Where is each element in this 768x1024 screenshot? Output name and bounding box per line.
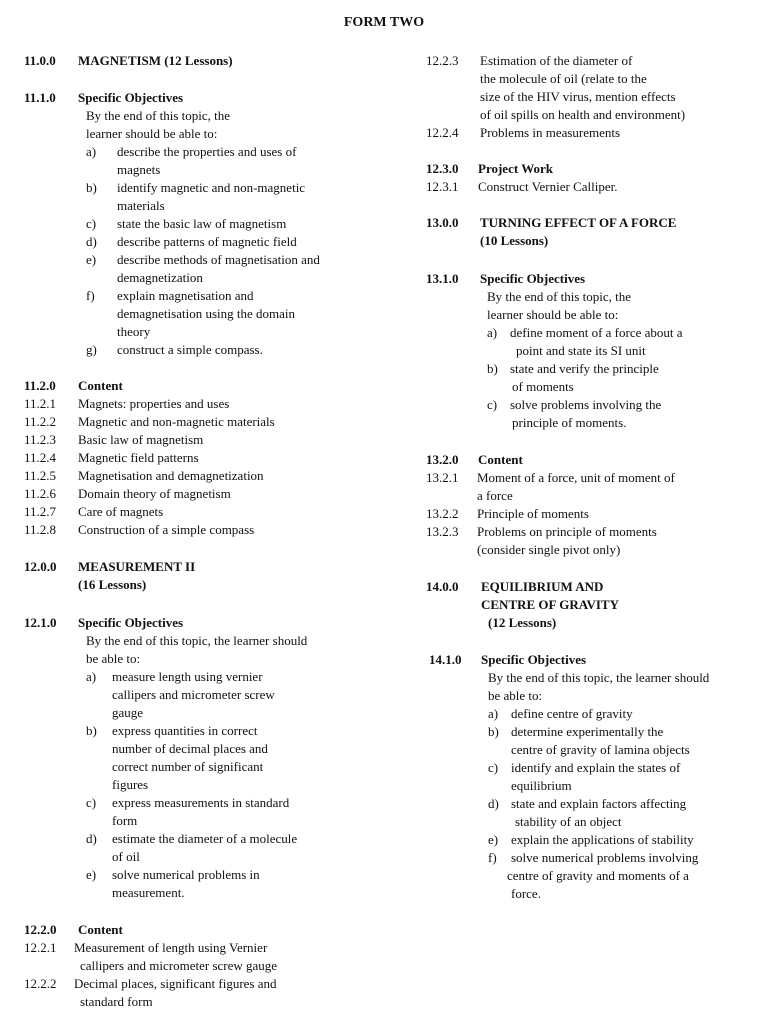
item-text: describe patterns of magnetic field bbox=[117, 234, 297, 249]
item-text: Domain theory of magnetism bbox=[78, 486, 231, 501]
item-text: of oil spills on health and environment) bbox=[480, 107, 686, 122]
item-text: force. bbox=[511, 886, 541, 901]
section-title: Specific Objectives bbox=[78, 615, 184, 630]
intro-line: learner should be able to: bbox=[86, 126, 218, 141]
item-text: Principle of moments bbox=[477, 506, 589, 521]
section-number: 12.0.0 bbox=[24, 559, 57, 574]
item-text: callipers and micrometer screw bbox=[112, 687, 275, 702]
item-text: standard form bbox=[80, 994, 153, 1009]
item-text: Care of magnets bbox=[78, 504, 164, 519]
item-number: 11.2.6 bbox=[24, 486, 57, 501]
intro-line: By the end of this topic, the bbox=[487, 289, 632, 304]
item-number: 11.2.3 bbox=[24, 432, 57, 447]
item-text: size of the HIV virus, mention effects bbox=[480, 89, 676, 104]
item-text: express measurements in standard bbox=[112, 795, 290, 810]
section-title: Content bbox=[78, 922, 123, 937]
section-title: Project Work bbox=[478, 161, 553, 176]
section-heading-turning-effect bbox=[426, 214, 766, 248]
item-marker: b) bbox=[487, 361, 498, 376]
intro-line: By the end of this topic, the bbox=[86, 108, 231, 123]
section-title: Content bbox=[478, 452, 523, 467]
item-text: solve problems involving the bbox=[510, 397, 662, 412]
item-text: determine experimentally the bbox=[511, 724, 664, 739]
item-text: identify and explain the states of bbox=[511, 760, 681, 775]
section-title: EQUILIBRIUM AND bbox=[481, 579, 604, 594]
section-objectives-equilibrium bbox=[426, 651, 766, 901]
item-text: define moment of a force about a bbox=[510, 325, 683, 340]
item-text: centre of gravity and moments of a bbox=[507, 868, 689, 883]
item-text: explain magnetisation and bbox=[117, 288, 254, 303]
item-text: stability of an object bbox=[515, 814, 622, 829]
item-text: state and explain factors affecting bbox=[511, 796, 687, 811]
item-text: equilibrium bbox=[511, 778, 572, 793]
item-text: describe the properties and uses of bbox=[117, 144, 297, 159]
item-text: Problems in measurements bbox=[480, 125, 621, 140]
section-number: 11.2.0 bbox=[24, 378, 56, 393]
section-number: 14.0.0 bbox=[426, 579, 459, 594]
item-text: Estimation of the diameter of bbox=[480, 53, 633, 68]
item-text: correct number of significant bbox=[112, 759, 264, 774]
item-marker: f) bbox=[86, 288, 95, 303]
item-number: 11.2.7 bbox=[24, 504, 57, 519]
item-text: magnets bbox=[117, 162, 161, 177]
item-marker: a) bbox=[86, 144, 97, 159]
item-text: form bbox=[112, 813, 138, 828]
item-text: Construct Vernier Calliper. bbox=[478, 179, 618, 194]
item-text: Magnetic and non-magnetic materials bbox=[78, 414, 275, 429]
item-text: describe methods of magnetisation and bbox=[117, 252, 320, 267]
section-number: 12.2.0 bbox=[24, 922, 57, 937]
item-text: centre of gravity of lamina objects bbox=[511, 742, 690, 757]
item-text: point and state its SI unit bbox=[516, 343, 646, 358]
item-marker: c) bbox=[86, 795, 97, 810]
item-marker: c) bbox=[86, 216, 97, 231]
item-number: 13.2.3 bbox=[426, 524, 459, 539]
intro-line: be able to: bbox=[86, 651, 141, 666]
item-text: callipers and micrometer screw gauge bbox=[80, 958, 278, 973]
item-text: principle of moments. bbox=[512, 415, 627, 430]
item-number: 12.2.4 bbox=[426, 125, 459, 140]
section-title: TURNING EFFECT OF A FORCE bbox=[480, 215, 677, 230]
section-number: 13.2.0 bbox=[426, 452, 459, 467]
item-text: explain the applications of stability bbox=[511, 832, 694, 847]
item-text: Magnetic field patterns bbox=[78, 450, 199, 465]
item-marker: a) bbox=[488, 706, 499, 721]
item-text: theory bbox=[117, 324, 151, 339]
item-number: 12.2.3 bbox=[426, 53, 459, 68]
item-text: Basic law of magnetism bbox=[78, 432, 204, 447]
item-marker: e) bbox=[86, 867, 97, 882]
section-number: 12.1.0 bbox=[24, 615, 57, 630]
section-number: 14.1.0 bbox=[429, 652, 462, 667]
section-title: MAGNETISM (12 Lessons) bbox=[78, 53, 233, 68]
section-heading-measurement bbox=[24, 558, 394, 592]
item-text: solve numerical problems involving bbox=[511, 850, 699, 865]
item-text: materials bbox=[117, 198, 165, 213]
section-number: 11.1.0 bbox=[24, 90, 56, 105]
item-number: 11.2.4 bbox=[24, 450, 57, 465]
item-text: estimate the diameter of a molecule bbox=[112, 831, 298, 846]
item-text: identify magnetic and non-magnetic bbox=[117, 180, 306, 195]
section-heading-equilibrium bbox=[426, 578, 766, 630]
item-text: (consider single pivot only) bbox=[477, 542, 621, 557]
item-marker: c) bbox=[488, 760, 499, 775]
section-title: Content bbox=[78, 378, 123, 393]
item-marker: a) bbox=[86, 669, 97, 684]
item-text: Magnetisation and demagnetization bbox=[78, 468, 264, 483]
section-number: 12.3.0 bbox=[426, 161, 459, 176]
item-text: Moment of a force, unit of moment of bbox=[477, 470, 675, 485]
section-lessons: (12 Lessons) bbox=[488, 615, 557, 630]
item-text: Decimal places, significant figures and bbox=[74, 976, 277, 991]
item-marker: e) bbox=[488, 832, 499, 847]
section-number: 11.0.0 bbox=[24, 53, 56, 68]
item-marker: b) bbox=[488, 724, 499, 739]
intro-line: be able to: bbox=[488, 688, 543, 703]
item-text: demagnetization bbox=[117, 270, 203, 285]
section-lessons: (10 Lessons) bbox=[480, 233, 549, 248]
item-text: number of decimal places and bbox=[112, 741, 268, 756]
item-marker: b) bbox=[86, 180, 97, 195]
item-text: solve numerical problems in bbox=[112, 867, 260, 882]
item-marker: f) bbox=[488, 850, 497, 865]
item-number: 11.2.1 bbox=[24, 396, 57, 411]
intro-line: By the end of this topic, the learner should bbox=[86, 633, 308, 648]
item-number: 12.2.2 bbox=[24, 976, 57, 991]
item-number: 11.2.5 bbox=[24, 468, 57, 483]
item-marker: b) bbox=[86, 723, 97, 738]
item-text: gauge bbox=[112, 705, 144, 720]
section-title: MEASUREMENT II bbox=[78, 559, 196, 574]
section-title-line-2: CENTRE OF GRAVITY bbox=[481, 597, 619, 612]
item-text: demagnetisation using the domain bbox=[117, 306, 295, 321]
item-text: state the basic law of magnetism bbox=[117, 216, 287, 231]
item-text: state and verify the principle bbox=[510, 361, 659, 376]
section-objectives-turning-effect bbox=[426, 270, 766, 430]
section-title: Specific Objectives bbox=[481, 652, 587, 667]
item-text: define centre of gravity bbox=[511, 706, 633, 721]
section-title: Specific Objectives bbox=[480, 271, 586, 286]
item-text: measure length using vernier bbox=[112, 669, 263, 684]
item-number: 12.3.1 bbox=[426, 179, 459, 194]
item-marker: e) bbox=[86, 252, 97, 267]
item-marker: d) bbox=[86, 831, 97, 846]
section-project-work bbox=[426, 160, 766, 194]
item-number: 13.2.2 bbox=[426, 506, 459, 521]
section-title: Specific Objectives bbox=[78, 90, 184, 105]
item-marker: d) bbox=[488, 796, 499, 811]
item-number: 12.2.1 bbox=[24, 940, 57, 955]
item-text: the molecule of oil (relate to the bbox=[480, 71, 647, 86]
item-text: Measurement of length using Vernier bbox=[74, 940, 268, 955]
section-content-measurement bbox=[24, 921, 394, 1009]
item-marker: a) bbox=[487, 325, 498, 340]
intro-line: By the end of this topic, the learner should bbox=[488, 670, 710, 685]
section-number: 13.0.0 bbox=[426, 215, 459, 230]
item-text: figures bbox=[112, 777, 149, 792]
item-text: Magnets: properties and uses bbox=[78, 396, 230, 411]
item-text: of oil bbox=[112, 849, 140, 864]
item-number: 11.2.8 bbox=[24, 522, 57, 537]
item-number: 13.2.1 bbox=[426, 470, 459, 485]
page-title: FORM TWO bbox=[343, 15, 425, 30]
item-marker: d) bbox=[86, 234, 97, 249]
item-text: Construction of a simple compass bbox=[78, 522, 255, 537]
section-content-turning-effect bbox=[426, 451, 766, 557]
section-number: 13.1.0 bbox=[426, 271, 459, 286]
item-text: Problems on principle of moments bbox=[477, 524, 657, 539]
section-objectives-magnetism bbox=[24, 89, 394, 357]
section-content-magnetism bbox=[24, 377, 394, 537]
item-marker: c) bbox=[487, 397, 498, 412]
section-lessons: (16 Lessons) bbox=[78, 577, 147, 592]
item-text: a force bbox=[477, 488, 513, 503]
item-marker: g) bbox=[86, 342, 97, 357]
item-text: express quantities in correct bbox=[112, 723, 258, 738]
item-text: measurement. bbox=[112, 885, 185, 900]
item-text: construct a simple compass. bbox=[117, 342, 263, 357]
section-objectives-measurement bbox=[24, 614, 394, 900]
section-heading-magnetism bbox=[24, 52, 394, 70]
item-number: 11.2.2 bbox=[24, 414, 57, 429]
intro-line: learner should be able to: bbox=[487, 307, 619, 322]
item-text: of moments bbox=[512, 379, 574, 394]
